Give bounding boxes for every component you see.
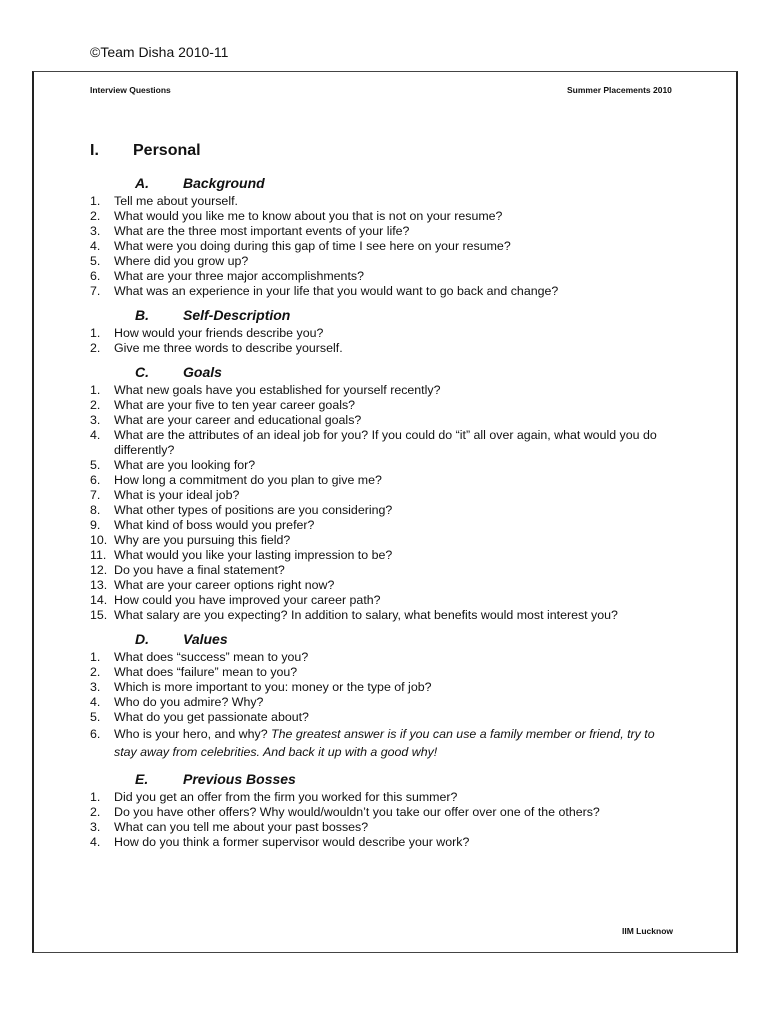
question-list: [90, 174, 680, 850]
list-item: 1. How would your friends describe you?: [90, 326, 324, 340]
list-item: 3. What are the three most important events of your life?: [90, 224, 410, 238]
list-item: 1. What new goals have you established for yourself recently?: [90, 383, 441, 397]
list-item: 2. Give me three words to describe yourself.: [90, 341, 343, 355]
list-item: 6. What are your three major accomplishments?: [90, 269, 364, 283]
list-item: 4. Who do you admire? Why?: [90, 695, 264, 709]
list-item: 6. Who is your hero, and why? The greatest answer is if you can use a family member or friend, try to stay away from celebrities. And back it up with a good why!: [90, 727, 655, 759]
list-item: 15. What salary are you expecting? In addition to salary, what benefits would most interest you?: [90, 608, 618, 622]
list-item: 7. What was an experience in your life that you would want to go back and change?: [90, 284, 559, 298]
list-item: 2. What does “failure” mean to you?: [90, 665, 298, 679]
list-item: 5. What do you get passionate about?: [90, 710, 309, 724]
list-item: 4. What are the attributes of an ideal job for you? If you could do “it” all over again, what would you do differently?: [90, 428, 657, 457]
subsection-title: Previous Bosses: [183, 771, 296, 787]
watermark: ©Team Disha 2010-11: [90, 44, 229, 60]
subsection-title: Goals: [183, 364, 222, 380]
header-left: Interview Questions: [90, 85, 171, 95]
footer-institution: IIM Lucknow: [622, 926, 673, 936]
list-item: 1. Tell me about yourself.: [90, 194, 238, 208]
list-item: 9. What kind of boss would you prefer?: [90, 518, 315, 532]
subsection-heading: [90, 363, 680, 381]
list-item: 3. What are your career and educational goals?: [90, 413, 362, 427]
list-item: 2. What would you like me to know about you that is not on your resume?: [90, 209, 503, 223]
subsection-letter: B.: [135, 307, 149, 323]
subsection-title: Values: [183, 631, 228, 647]
header-right: Summer Placements 2010: [567, 85, 672, 95]
list-item: 1. Did you get an offer from the firm you worked for this summer?: [90, 790, 458, 804]
list-item: 13. What are your career options right now?: [90, 578, 335, 592]
list-item: 8. What other types of positions are you considering?: [90, 503, 393, 517]
list-item: 7. What is your ideal job?: [90, 488, 240, 502]
hint-text: The greatest answer is if you can use a family member or friend, try to stay away from celebrities. And back it up with a good why!: [114, 727, 655, 759]
section-heading: Personal: [133, 142, 201, 159]
list-item: 11. What would you like your lasting impression to be?: [90, 548, 393, 562]
subsection-heading: [90, 306, 680, 324]
section-number: I.: [90, 142, 99, 159]
list-item: 3. What can you tell me about your past bosses?: [90, 820, 369, 834]
subsection-letter: D.: [135, 631, 149, 647]
self-description-list: [90, 326, 680, 356]
list-item: 4. How do you think a former supervisor would describe your work?: [90, 835, 470, 849]
subsection-heading: [90, 174, 680, 192]
subsection-title: Background: [183, 175, 265, 191]
subsection-letter: A.: [135, 175, 149, 191]
subsection-heading: [90, 770, 680, 788]
subsection-letter: E.: [135, 771, 149, 787]
list-item: 10. Why are you pursuing this field?: [90, 533, 291, 547]
subsection-title: Self-Description: [183, 307, 291, 323]
list-item: 5. Where did you grow up?: [90, 254, 249, 268]
list-item: 12. Do you have a final statement?: [90, 563, 285, 577]
goals-list: [90, 383, 680, 623]
list-item: 5. What are you looking for?: [90, 458, 256, 472]
list-item: 6. How long a commitment do you plan to give me?: [90, 473, 382, 487]
list-item: 2. Do you have other offers? Why would/wouldn’t you take our offer over one of the others?: [90, 805, 600, 819]
background-list: [90, 194, 680, 299]
values-list: [90, 650, 680, 761]
subsection-letter: C.: [135, 364, 149, 380]
list-item: 14. How could you have improved your career path?: [90, 593, 381, 607]
subsection-heading: [90, 630, 680, 648]
list-item: 4. What were you doing during this gap of time I see here on your resume?: [90, 239, 511, 253]
previous-bosses-list: [90, 790, 680, 850]
section-title: [90, 142, 201, 160]
list-item: 2. What are your five to ten year career goals?: [90, 398, 356, 412]
list-item: 1. What does “success” mean to you?: [90, 650, 309, 664]
list-item: 3. Which is more important to you: money or the type of job?: [90, 680, 432, 694]
